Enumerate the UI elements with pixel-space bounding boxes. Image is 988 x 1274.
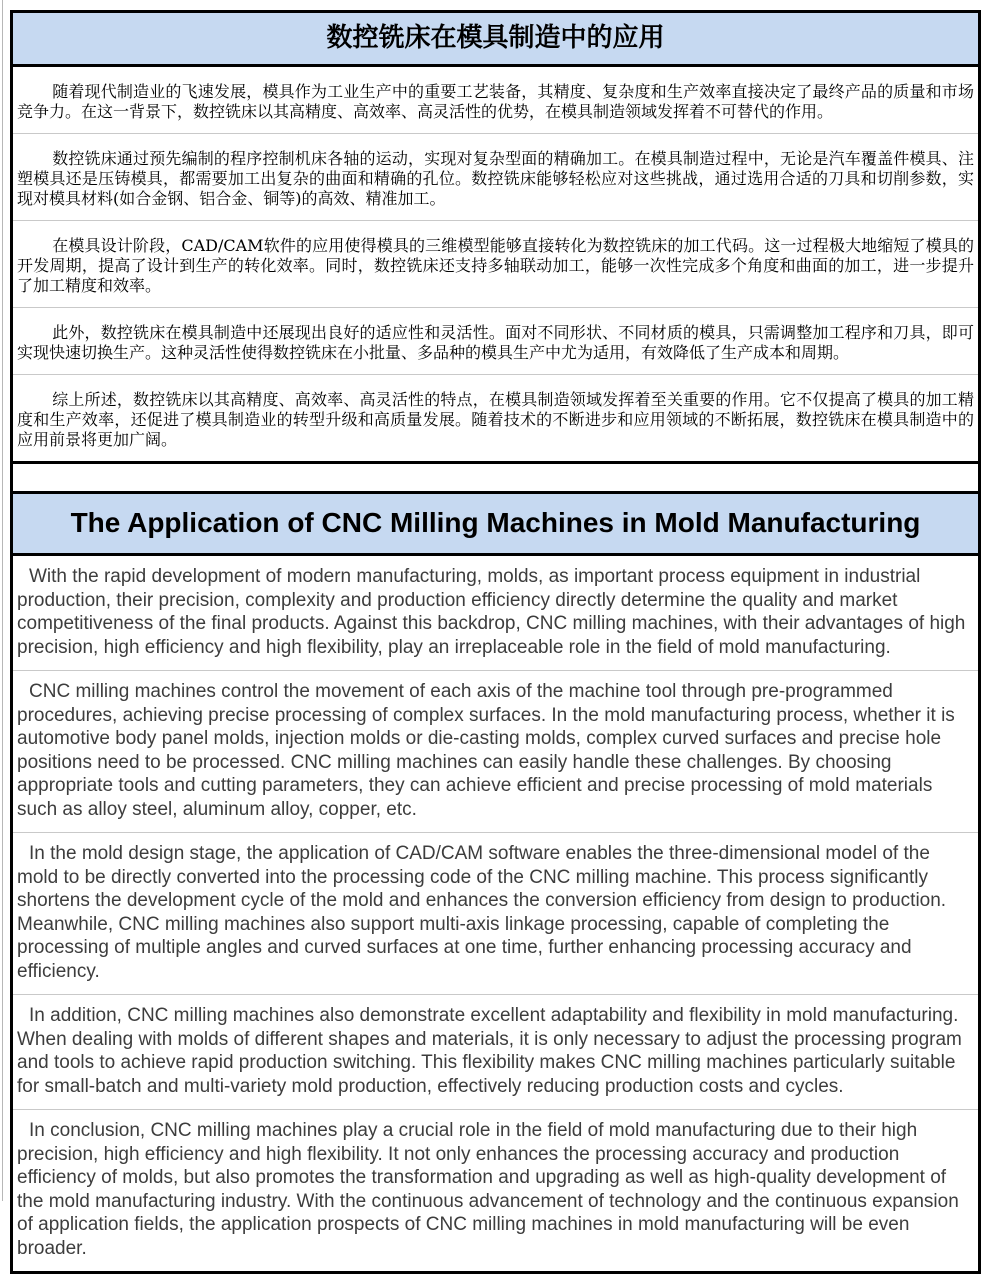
english-title: The Application of CNC Milling Machines in Mold Manufacturing	[13, 494, 978, 556]
english-paragraph-1: With the rapid development of modern manufacturing, molds, as important process equipment in industrial production, their precision, complexity and production efficiency directly determine the quality and market competitiveness of the final products. Against this backdrop, CNC milling machines, with their advantages of high precision, high efficiency and high flexibility, play an irreplaceable role in the field of mold manufacturing.	[13, 556, 978, 671]
english-paragraph-3: In the mold design stage, the application of CAD/CAM software enables the three-dimensional model of the mold to be directly converted into the processing code of the CNC milling machine. This process significantly shortens the development cycle of the mold and enhances the conversion efficiency from design to production. Meanwhile, CNC milling machines also support multi-axis linkage processing, capable of completing the processing of multiple angles and curved surfaces at one time, further enhancing processing accuracy and efficiency.	[13, 833, 978, 995]
document-table	[10, 10, 981, 1274]
chinese-title: 数控铣床在模具制造中的应用	[13, 13, 978, 67]
chinese-paragraph-4: 此外，数控铣床在模具制造中还展现出良好的适应性和灵活性。面对不同形状、不同材质的模具，只需调整加工程序和刀具，即可实现快速切换生产。这种灵活性使得数控铣床在小批量、多品种的模具生产中尤为适用，有效降低了生产成本和周期。	[13, 308, 978, 375]
chinese-paragraph-2: 数控铣床通过预先编制的程序控制机床各轴的运动，实现对复杂型面的精确加工。在模具制造过程中，无论是汽车覆盖件模具、注塑模具还是压铸模具，都需要加工出复杂的曲面和精确的孔位。数控铣床能够轻松应对这些挑战，通过选用合适的刀具和切削参数，实现对模具材料(如合金钢、铝合金、铜等)的高效、精准加工。	[13, 134, 978, 221]
empty-spacer-row	[13, 464, 978, 494]
page-left-edge-line	[2, 0, 3, 1201]
english-paragraph-5: In conclusion, CNC milling machines play a crucial role in the field of mold manufacturing due to their high precision, high efficiency and high flexibility. It not only enhances the processing accuracy and production efficiency of molds, but also promotes the transformation and upgrading as well as high-quality development of the mold manufacturing industry. With the continuous advancement of technology and the continuous expansion of application fields, the application prospects of CNC milling machines in mold manufacturing will be even broader.	[17, 1120, 959, 1259]
english-paragraph-4: In addition, CNC milling machines also demonstrate excellent adaptability and flexibility in mold manufacturing. When dealing with molds of different shapes and materials, it is only necessary to adjust the processing program and tools to achieve rapid production switching. This flexibility makes CNC milling machines particularly suitable for small-batch and multi-variety mold production, effectively reducing production costs and cycles.	[13, 995, 978, 1110]
chinese-paragraph-3: 在模具设计阶段，CAD/CAM软件的应用使得模具的三维模型能够直接转化为数控铣床的加工代码。这一过程极大地缩短了模具的开发周期，提高了设计到生产的转化效率。同时，数控铣床还支持多轴联动加工，能够一次性完成多个角度和曲面的加工，进一步提升了加工精度和效率。	[13, 221, 978, 308]
chinese-paragraph-5: 综上所述，数控铣床以其高精度、高效率、高灵活性的特点，在模具制造领域发挥着至关重要的作用。它不仅提高了模具的加工精度和生产效率，还促进了模具制造业的转型升级和高质量发展。随着技术的不断进步和应用领域的不断拓展，数控铣床在模具制造中的应用前景将更加广阔。	[13, 375, 978, 464]
english-paragraph-2: CNC milling machines control the movement of each axis of the machine tool through pre-programmed procedures, achieving precise processing of complex surfaces. In the mold manufacturing process, whether it is automotive body panel molds, injection molds or die-casting molds, complex curved surfaces and precise hole positions need to be processed. CNC milling machines can easily handle these challenges. By choosing appropriate tools and cutting parameters, they can achieve efficient and precise processing of mold materials such as alloy steel, aluminum alloy, copper, etc.	[13, 671, 978, 833]
chinese-paragraph-1: 随着现代制造业的飞速发展，模具作为工业生产中的重要工艺装备，其精度、复杂度和生产效率直接决定了最终产品的质量和市场竞争力。在这一背景下，数控铣床以其高精度、高效率、高灵活性的优势，在模具制造领域发挥着不可替代的作用。	[13, 67, 978, 134]
